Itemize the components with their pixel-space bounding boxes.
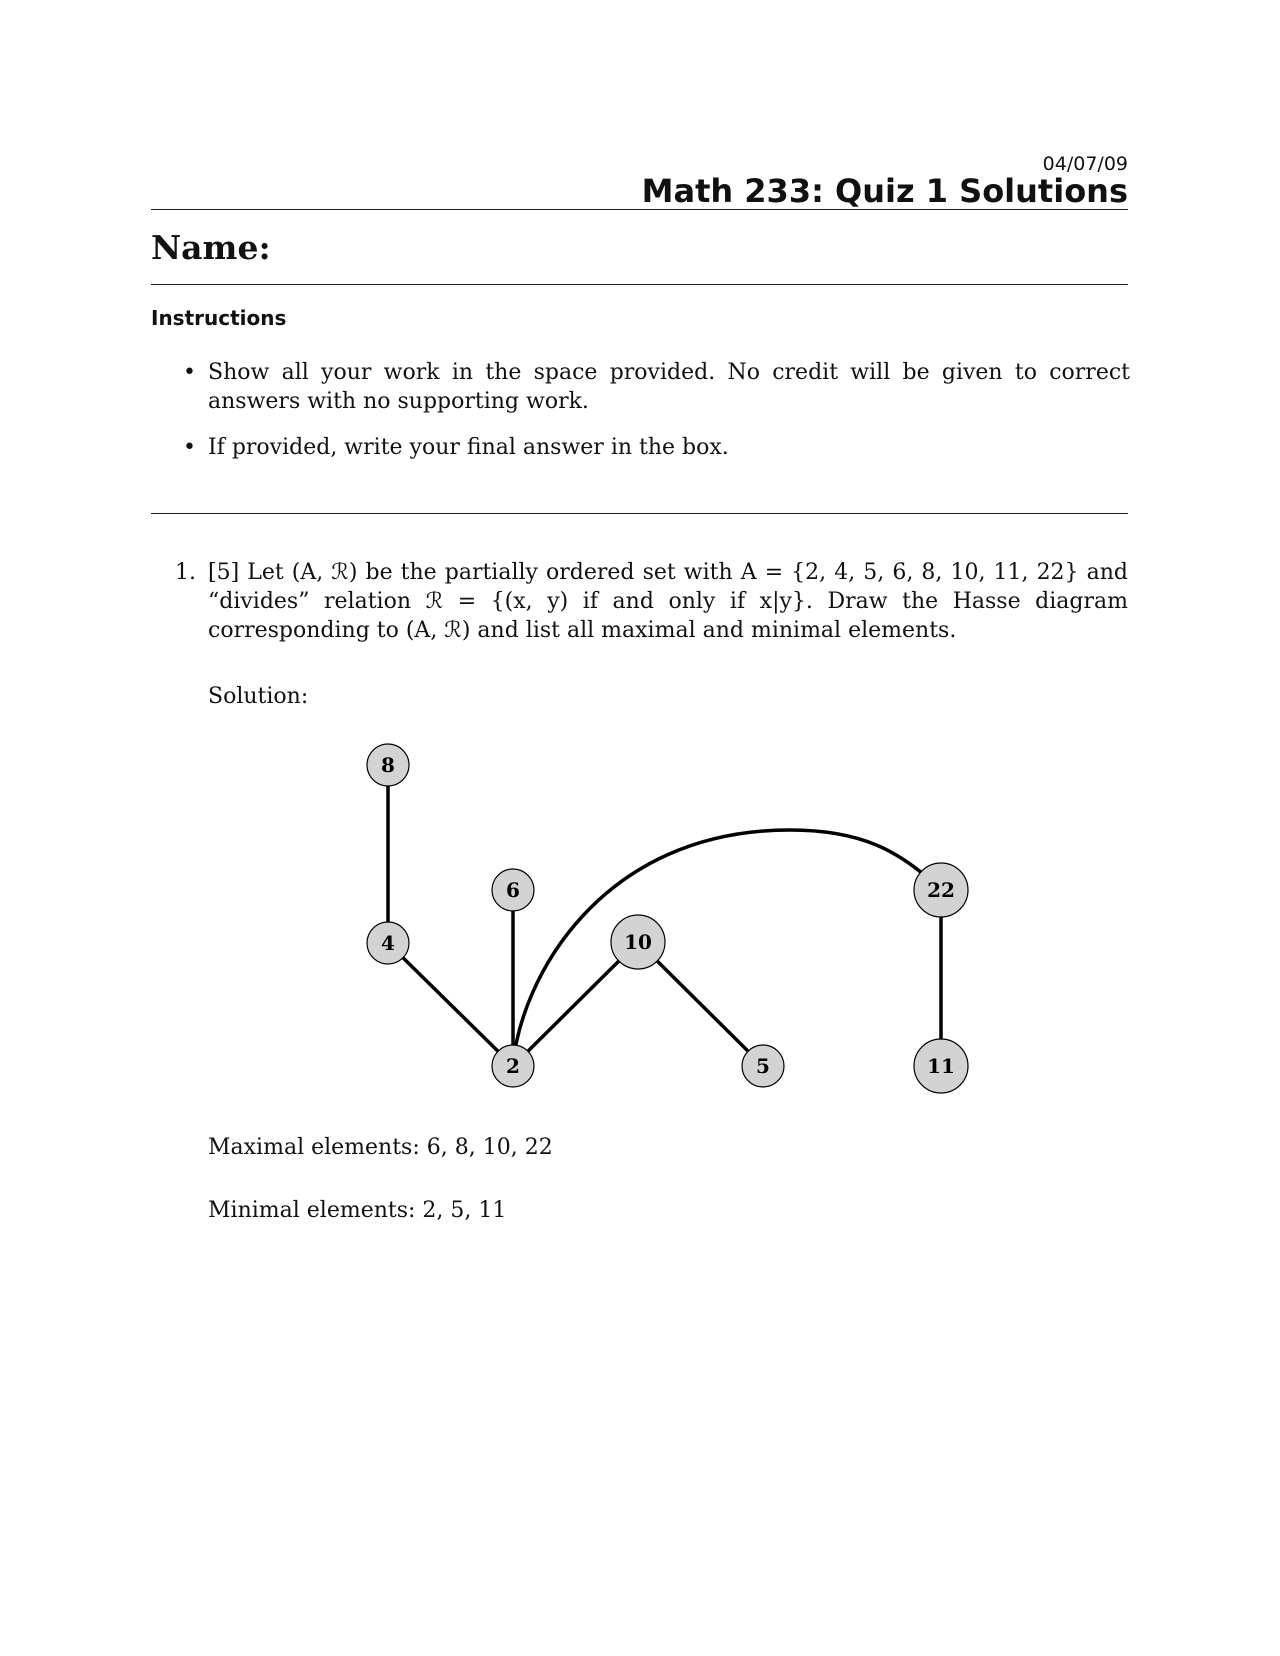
hasse-node-4 [367, 922, 409, 964]
hasse-node-5 [742, 1045, 784, 1087]
hasse-node-label: 8 [381, 753, 395, 777]
page-title: Math 233: Quiz 1 Solutions [641, 172, 1128, 210]
problem-number: 1. [175, 560, 196, 585]
quiz-date: 04/07/09 [1042, 153, 1128, 175]
hasse-node-11 [914, 1039, 968, 1093]
hasse-node-label: 4 [381, 931, 395, 955]
hasse-node-8 [367, 744, 409, 786]
hasse-node-10 [611, 915, 665, 969]
hasse-node-label: 2 [506, 1054, 520, 1078]
hasse-node-label: 10 [624, 930, 652, 954]
hasse-node-label: 6 [506, 878, 520, 902]
hasse-node-label: 22 [927, 878, 955, 902]
problem-text: [5] Let (A, ℛ) be the partially ordered set with A = {2, 4, 5, 6, 8, 10, 11, 22} and “divides” relation ℛ = {(x, y) if and only if x|y}. Draw the Hasse diagram corresponding to (A, ℛ) and list all maximal and minimal elements. [208, 560, 1128, 643]
hasse-node-label: 11 [927, 1054, 955, 1078]
solution-label: Solution: [208, 684, 309, 709]
hasse-node-6 [492, 869, 534, 911]
hasse-nodes [367, 744, 968, 1093]
instruction-text: If provided, write your final answer in the box. [208, 435, 729, 460]
bullet-icon: • [183, 360, 196, 385]
hasse-edges [388, 765, 941, 1066]
hasse-node-2 [492, 1045, 534, 1087]
instruction-text: Show all your work in the space provided. No credit will be given to correct answers with no supporting work. [208, 360, 1130, 414]
hasse-node-22 [914, 863, 968, 917]
bullet-icon: • [183, 435, 196, 460]
minimal-elements: Minimal elements: 2, 5, 11 [208, 1198, 507, 1223]
hasse-edge-2-4 [388, 943, 513, 1066]
instructions-heading: Instructions [151, 306, 287, 330]
name-label: Name: [151, 228, 271, 267]
maximal-elements: Maximal elements: 6, 8, 10, 22 [208, 1135, 553, 1160]
hasse-node-label: 5 [756, 1054, 770, 1078]
